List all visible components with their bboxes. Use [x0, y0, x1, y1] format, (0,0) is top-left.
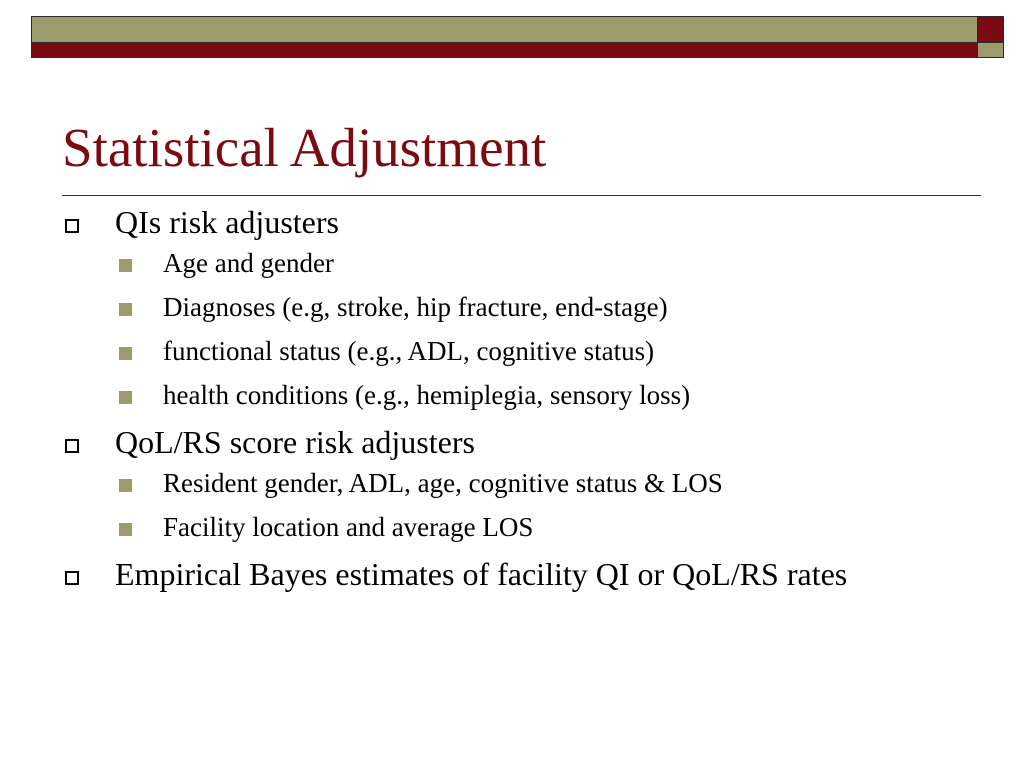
- bullet-text: QIs risk adjusters: [115, 204, 339, 240]
- sub-bullet-functional-status: [62, 336, 962, 367]
- sub-bullet-health-conditions: [62, 380, 962, 411]
- filled-square-bullet-icon: [119, 479, 132, 492]
- slide-body: [62, 204, 962, 600]
- sub-bullet-text: Diagnoses (e.g, stroke, hip fracture, end-stage): [163, 292, 668, 322]
- sub-bullet-text: Age and gender: [163, 248, 334, 278]
- sub-bullet-age-gender: [62, 248, 962, 279]
- hollow-square-bullet-icon: [65, 219, 79, 233]
- filled-square-bullet-icon: [119, 303, 132, 316]
- sub-bullet-resident-factors: [62, 468, 962, 499]
- header-corner-square-olive: [977, 42, 1004, 58]
- bullet-empirical-bayes: [62, 556, 962, 593]
- sub-bullet-text: Resident gender, ADL, age, cognitive status & LOS: [163, 468, 723, 498]
- header-band-olive: [31, 16, 978, 43]
- bullet-qol-rs-risk-adjusters: [62, 424, 962, 461]
- header-band-maroon: [31, 42, 978, 58]
- bullet-text: Empirical Bayes estimates of facility QI or QoL/RS rates: [115, 556, 848, 592]
- sub-bullet-text: health conditions (e.g., hemiplegia, sensory loss): [163, 380, 691, 410]
- filled-square-bullet-icon: [119, 347, 132, 360]
- sub-bullet-text: functional status (e.g., ADL, cognitive status): [163, 336, 655, 366]
- sub-bullet-facility-factors: [62, 512, 962, 543]
- sub-bullet-text: Facility location and average LOS: [163, 512, 534, 542]
- sub-bullet-diagnoses: [62, 292, 962, 323]
- filled-square-bullet-icon: [119, 259, 132, 272]
- bullet-qis-risk-adjusters: [62, 204, 962, 241]
- hollow-square-bullet-icon: [65, 439, 79, 453]
- filled-square-bullet-icon: [119, 523, 132, 536]
- header-corner-square-maroon: [977, 16, 1004, 43]
- slide-title: Statistical Adjustment: [62, 117, 547, 178]
- filled-square-bullet-icon: [119, 391, 132, 404]
- hollow-square-bullet-icon: [65, 571, 79, 585]
- title-divider: [62, 195, 981, 196]
- bullet-text: QoL/RS score risk adjusters: [115, 424, 475, 460]
